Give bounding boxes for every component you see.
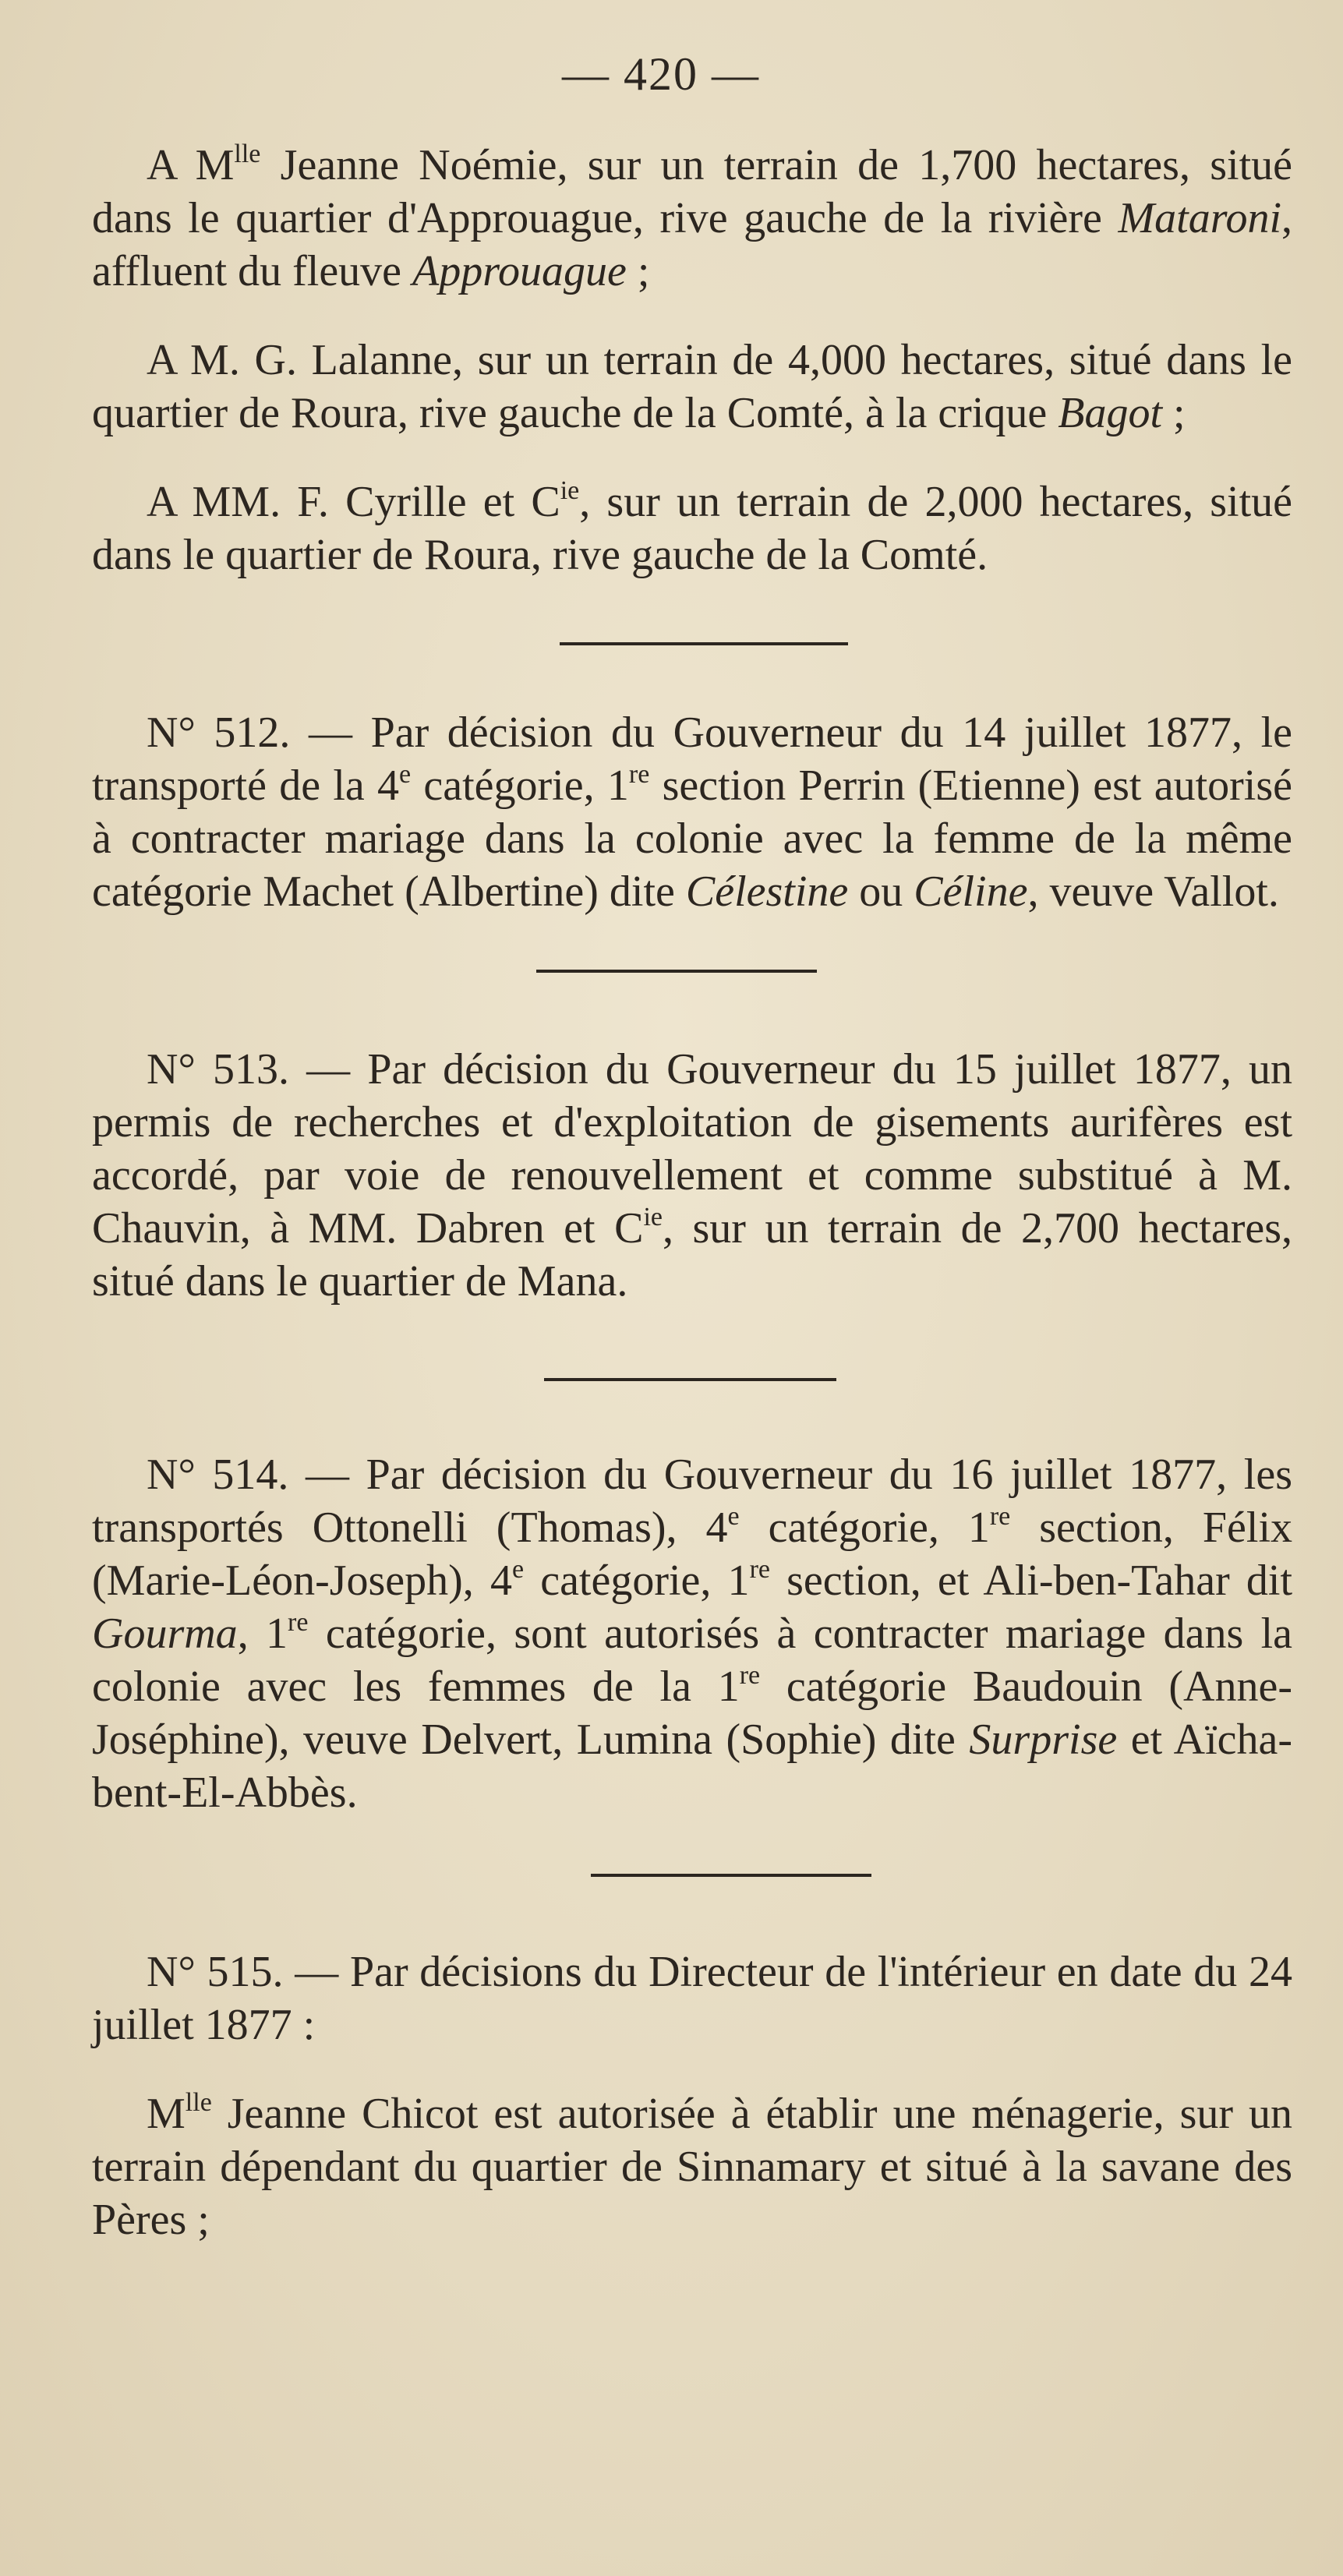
text-run: — Par décision du Gouverneur du 15 juillet 1877, un permis de recherches et d'exploitation de gisements aurifères est accordé, par voie de renouvellement et comme substitué à M. Chauvin, à MM. Dabren et C xyxy=(92,1045,1292,1253)
superscript: e xyxy=(511,1555,525,1584)
decision-number: N° 515. xyxy=(147,1948,284,1996)
menagerie-paragraph xyxy=(92,2087,1292,2246)
section-divider xyxy=(544,1378,836,1381)
text-run: catégorie, 1 xyxy=(411,761,629,810)
italic-text: Bagot xyxy=(1058,389,1163,437)
italic-text: Célestine xyxy=(685,868,849,916)
text-run: Jeanne Noémie, sur un terrain de 1,700 hectares, situé dans le quartier d'Approuague, rive gauche de la rivière xyxy=(92,141,1292,242)
text-run: catégorie, sont autorisés à contracter mariage dans la colonie avec les femmes de la 1 xyxy=(92,1610,1293,1711)
decision-515-paragraph xyxy=(92,1945,1292,2051)
italic-text: Surprise xyxy=(969,1716,1118,1764)
text-run: ; xyxy=(1162,389,1186,437)
text-run: ; xyxy=(626,247,650,295)
superscript: lle xyxy=(234,140,261,168)
text-run: catégorie, 1 xyxy=(524,1557,750,1605)
section-divider xyxy=(560,642,848,645)
text-run: , sur un terrain de 2,000 hectares, situé dans le quartier de Roura, rive gauche de la Comté. xyxy=(92,478,1292,579)
superscript: ie xyxy=(560,476,580,505)
superscript: lle xyxy=(185,2088,212,2117)
decision-number: N° 512. xyxy=(147,708,291,757)
text-run: catégorie, 1 xyxy=(739,1504,990,1552)
text-run: section, et Ali-ben-Tahar dit xyxy=(769,1557,1293,1605)
decision-514-paragraph xyxy=(92,1448,1292,1819)
page-number: — 420 — xyxy=(562,48,760,100)
text-run: — Par décision du Gouverneur du 16 juillet 1877, les transportés Ottonelli (Thomas), 4 xyxy=(92,1451,1292,1552)
superscript: e xyxy=(399,760,412,789)
superscript: re xyxy=(628,760,650,789)
text-run: , 1 xyxy=(237,1610,288,1658)
concession-paragraph-jeanne-noemie xyxy=(92,139,1292,298)
text-run: A MM. F. Cyrille et C xyxy=(147,478,560,526)
text-run: section, Félix (Marie-Léon-Joseph), 4 xyxy=(92,1504,1292,1605)
text-run: M xyxy=(147,2090,186,2138)
text-run: section Perrin (Etienne) est autorisé à contracter mariage dans la colonie avec la femme de la même catégorie Machet (Albertine) dite xyxy=(92,761,1292,916)
text-run: Jeanne Chicot est autorisée à établir une ménagerie, sur un terrain dépendant du quartier de Sinnamary et situé à la savane des Pères ; xyxy=(92,2090,1292,2244)
superscript: re xyxy=(739,1661,761,1690)
superscript: re xyxy=(749,1555,770,1584)
italic-text: Céline xyxy=(914,868,1028,916)
italic-text: Mataroni xyxy=(1118,194,1281,242)
section-divider xyxy=(591,1874,871,1877)
text-run: , affluent du fleuve xyxy=(92,194,1292,295)
superscript: e xyxy=(727,1502,740,1531)
italic-text: Approuague xyxy=(412,247,627,295)
text-run: — Par décisions du Directeur de l'intérieur en date du 24 juillet 1877 : xyxy=(92,1948,1293,2049)
text-run: A M. G. Lalanne, sur un terrain de 4,000 hectares, situé dans le quartier de Roura, rive gauche de la Comté, à la crique xyxy=(92,336,1292,437)
decision-number: N° 513. xyxy=(147,1045,289,1094)
section-divider xyxy=(536,970,817,973)
superscript: ie xyxy=(643,1203,663,1231)
decision-number: N° 514. xyxy=(147,1451,289,1499)
decision-513-paragraph xyxy=(92,1043,1292,1308)
superscript: re xyxy=(288,1608,309,1637)
superscript: re xyxy=(989,1502,1011,1531)
text-run: , veuve Vallot. xyxy=(1027,868,1279,916)
decision-512-paragraph xyxy=(92,706,1292,918)
text-run: et Aïcha-bent-El-Abbès. xyxy=(92,1716,1292,1817)
text-run: catégorie Baudouin (Anne-Joséphine), veuve Delvert, Lumina (Sophie) dite xyxy=(92,1663,1292,1764)
text-run: , sur un terrain de 2,700 hectares, situé dans le quartier de Mana. xyxy=(92,1204,1293,1306)
concession-paragraph-lalanne xyxy=(92,334,1292,440)
italic-text: Gourma xyxy=(92,1610,238,1658)
text-run: — Par décision du Gouverneur du 14 juillet 1877, le transporté de la 4 xyxy=(92,708,1292,810)
concession-paragraph-cyrille xyxy=(92,475,1292,581)
text-run: A M xyxy=(147,141,235,189)
document-page xyxy=(92,47,1292,2246)
text-run: ou xyxy=(848,868,914,916)
